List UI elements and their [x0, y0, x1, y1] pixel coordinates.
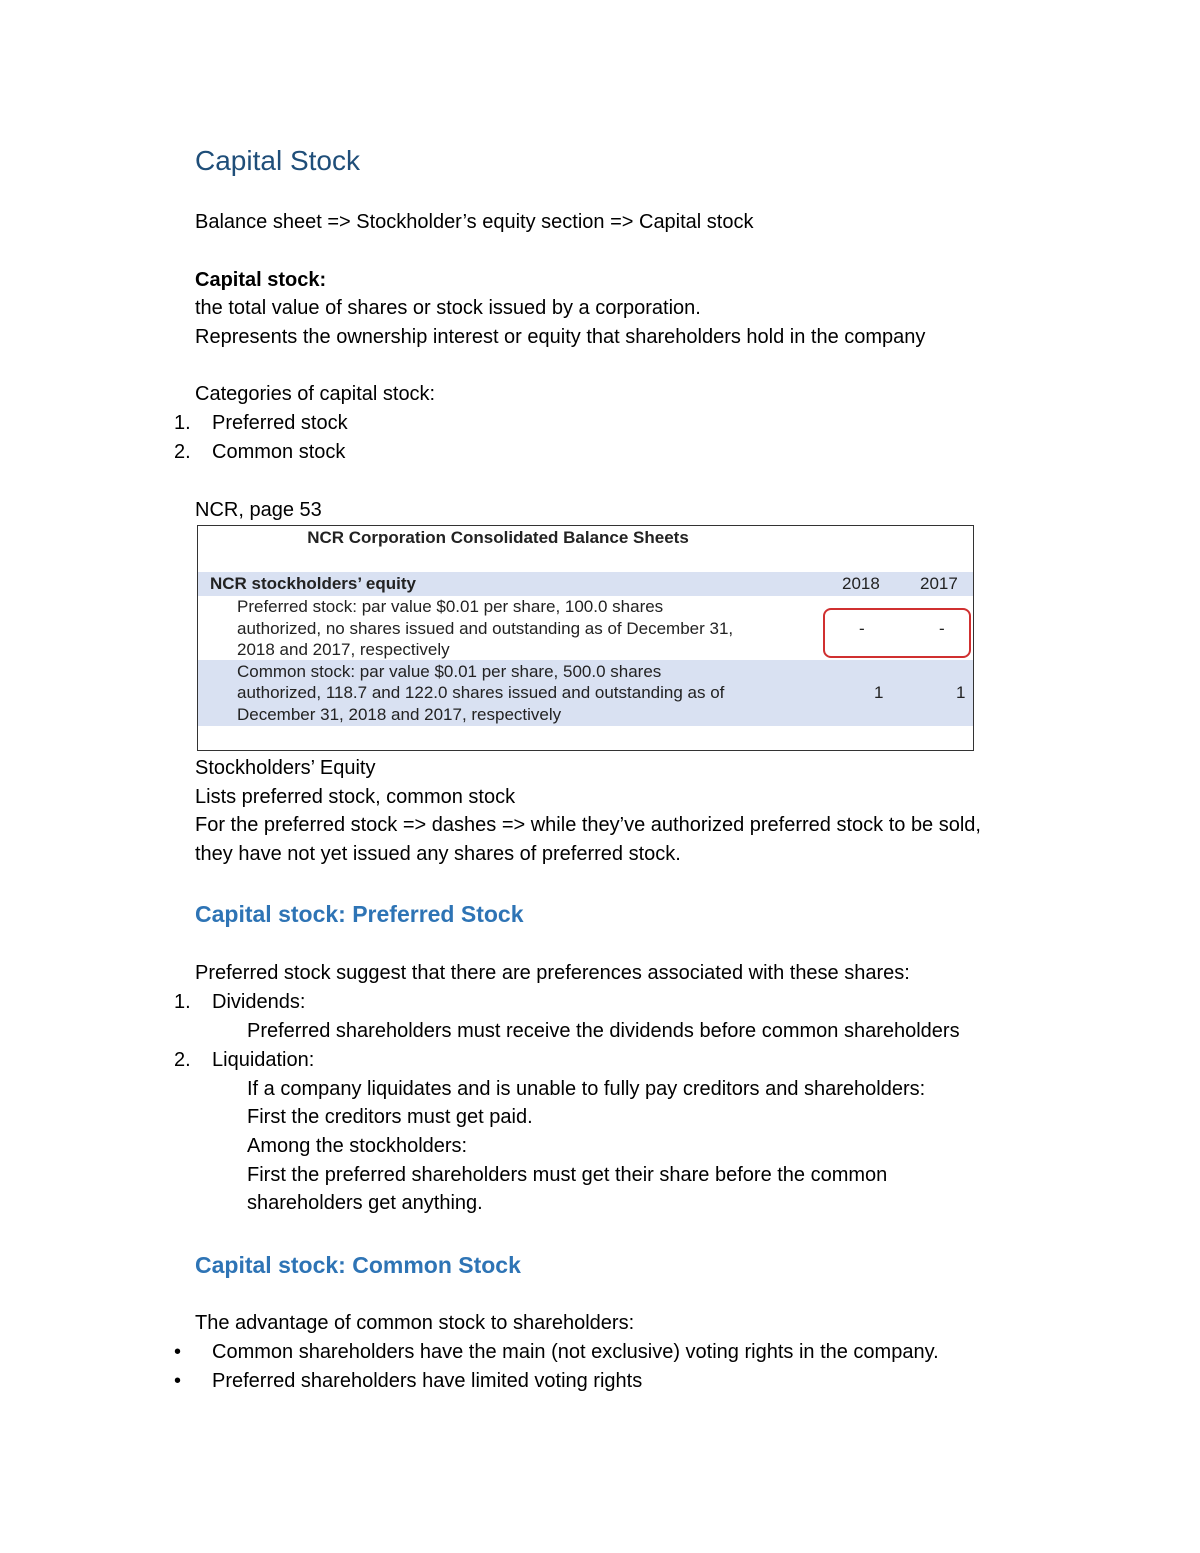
category-item: Preferred stock: [212, 412, 348, 434]
preference-number: 2.: [174, 1049, 191, 1071]
definition-line-2: Represents the ownership interest or equity that shareholders hold in the company: [195, 326, 926, 348]
preference-detail: Preferred shareholders must receive the dividends before common shareholders: [247, 1020, 960, 1042]
common-bullet-item: Common shareholders have the main (not exclusive) voting rights in the company.: [212, 1341, 939, 1363]
preference-label: Dividends:: [212, 991, 306, 1013]
preference-number: 1.: [174, 991, 191, 1013]
common-section-heading: Capital stock: Common Stock: [195, 1252, 521, 1278]
preferred-section-heading: Capital stock: Preferred Stock: [195, 901, 524, 927]
categories-intro: Categories of capital stock:: [195, 383, 436, 405]
common-bullet-item: Preferred shareholders have limited voting rights: [212, 1370, 643, 1392]
bullet-icon: •: [174, 1370, 182, 1392]
preference-detail: shareholders get anything.: [247, 1192, 483, 1214]
equity-note: For the preferred stock => dashes => while they’ve authorized preferred stock to be sold,: [195, 814, 981, 836]
navigation-path-text: Balance sheet => Stockholder’s equity section => Capital stock: [195, 211, 754, 233]
balance-sheet-table: [197, 525, 974, 751]
definition-line-1: the total value of shares or stock issued by a corporation.: [195, 297, 701, 319]
equity-note: Stockholders’ Equity: [195, 757, 376, 779]
category-number: 1.: [174, 412, 191, 434]
table-header-2018: 2018: [842, 574, 880, 593]
preferred-row-line-2: authorized, no shares issued and outstanding as of December 31,: [237, 619, 734, 638]
preference-detail: If a company liquidates and is unable to fully pay creditors and shareholders:: [247, 1078, 926, 1100]
preferred-row-line-3: 2018 and 2017, respectively: [237, 640, 450, 659]
preferred-value-2018: -: [859, 619, 865, 638]
preferred-value-2017: -: [939, 619, 945, 638]
table-title: NCR Corporation Consolidated Balance Sheets: [307, 528, 689, 547]
category-number: 2.: [174, 441, 191, 463]
common-row-line-3: December 31, 2018 and 2017, respectively: [237, 705, 562, 724]
common-intro: The advantage of common stock to shareholders:: [195, 1312, 635, 1334]
common-row-line-1: Common stock: par value $0.01 per share, 500.0 shares: [237, 662, 662, 681]
equity-note: Lists preferred stock, common stock: [195, 786, 516, 808]
source-reference: NCR, page 53: [195, 499, 322, 521]
highlight-box: [823, 608, 971, 658]
common-value-2017: 1: [956, 683, 966, 702]
common-row-line-2: authorized, 118.7 and 122.0 shares issued and outstanding as of: [237, 683, 725, 702]
page-title: Capital Stock: [195, 145, 360, 176]
preference-detail: First the preferred shareholders must get their share before the common: [247, 1164, 888, 1186]
definition-label: Capital stock:: [195, 269, 327, 291]
equity-note: they have not yet issued any shares of preferred stock.: [195, 843, 681, 865]
common-value-2018: 1: [874, 683, 884, 702]
bullet-icon: •: [174, 1341, 182, 1363]
preference-label: Liquidation:: [212, 1049, 315, 1071]
category-item: Common stock: [212, 441, 346, 463]
preferred-intro: Preferred stock suggest that there are preferences associated with these shares:: [195, 962, 910, 984]
table-header-label: NCR stockholders’ equity: [210, 574, 416, 593]
preference-detail: First the creditors must get paid.: [247, 1106, 533, 1128]
preferred-row-line-1: Preferred stock: par value $0.01 per share, 100.0 shares: [237, 597, 664, 616]
preference-detail: Among the stockholders:: [247, 1135, 468, 1157]
table-header-2017: 2017: [920, 574, 958, 593]
